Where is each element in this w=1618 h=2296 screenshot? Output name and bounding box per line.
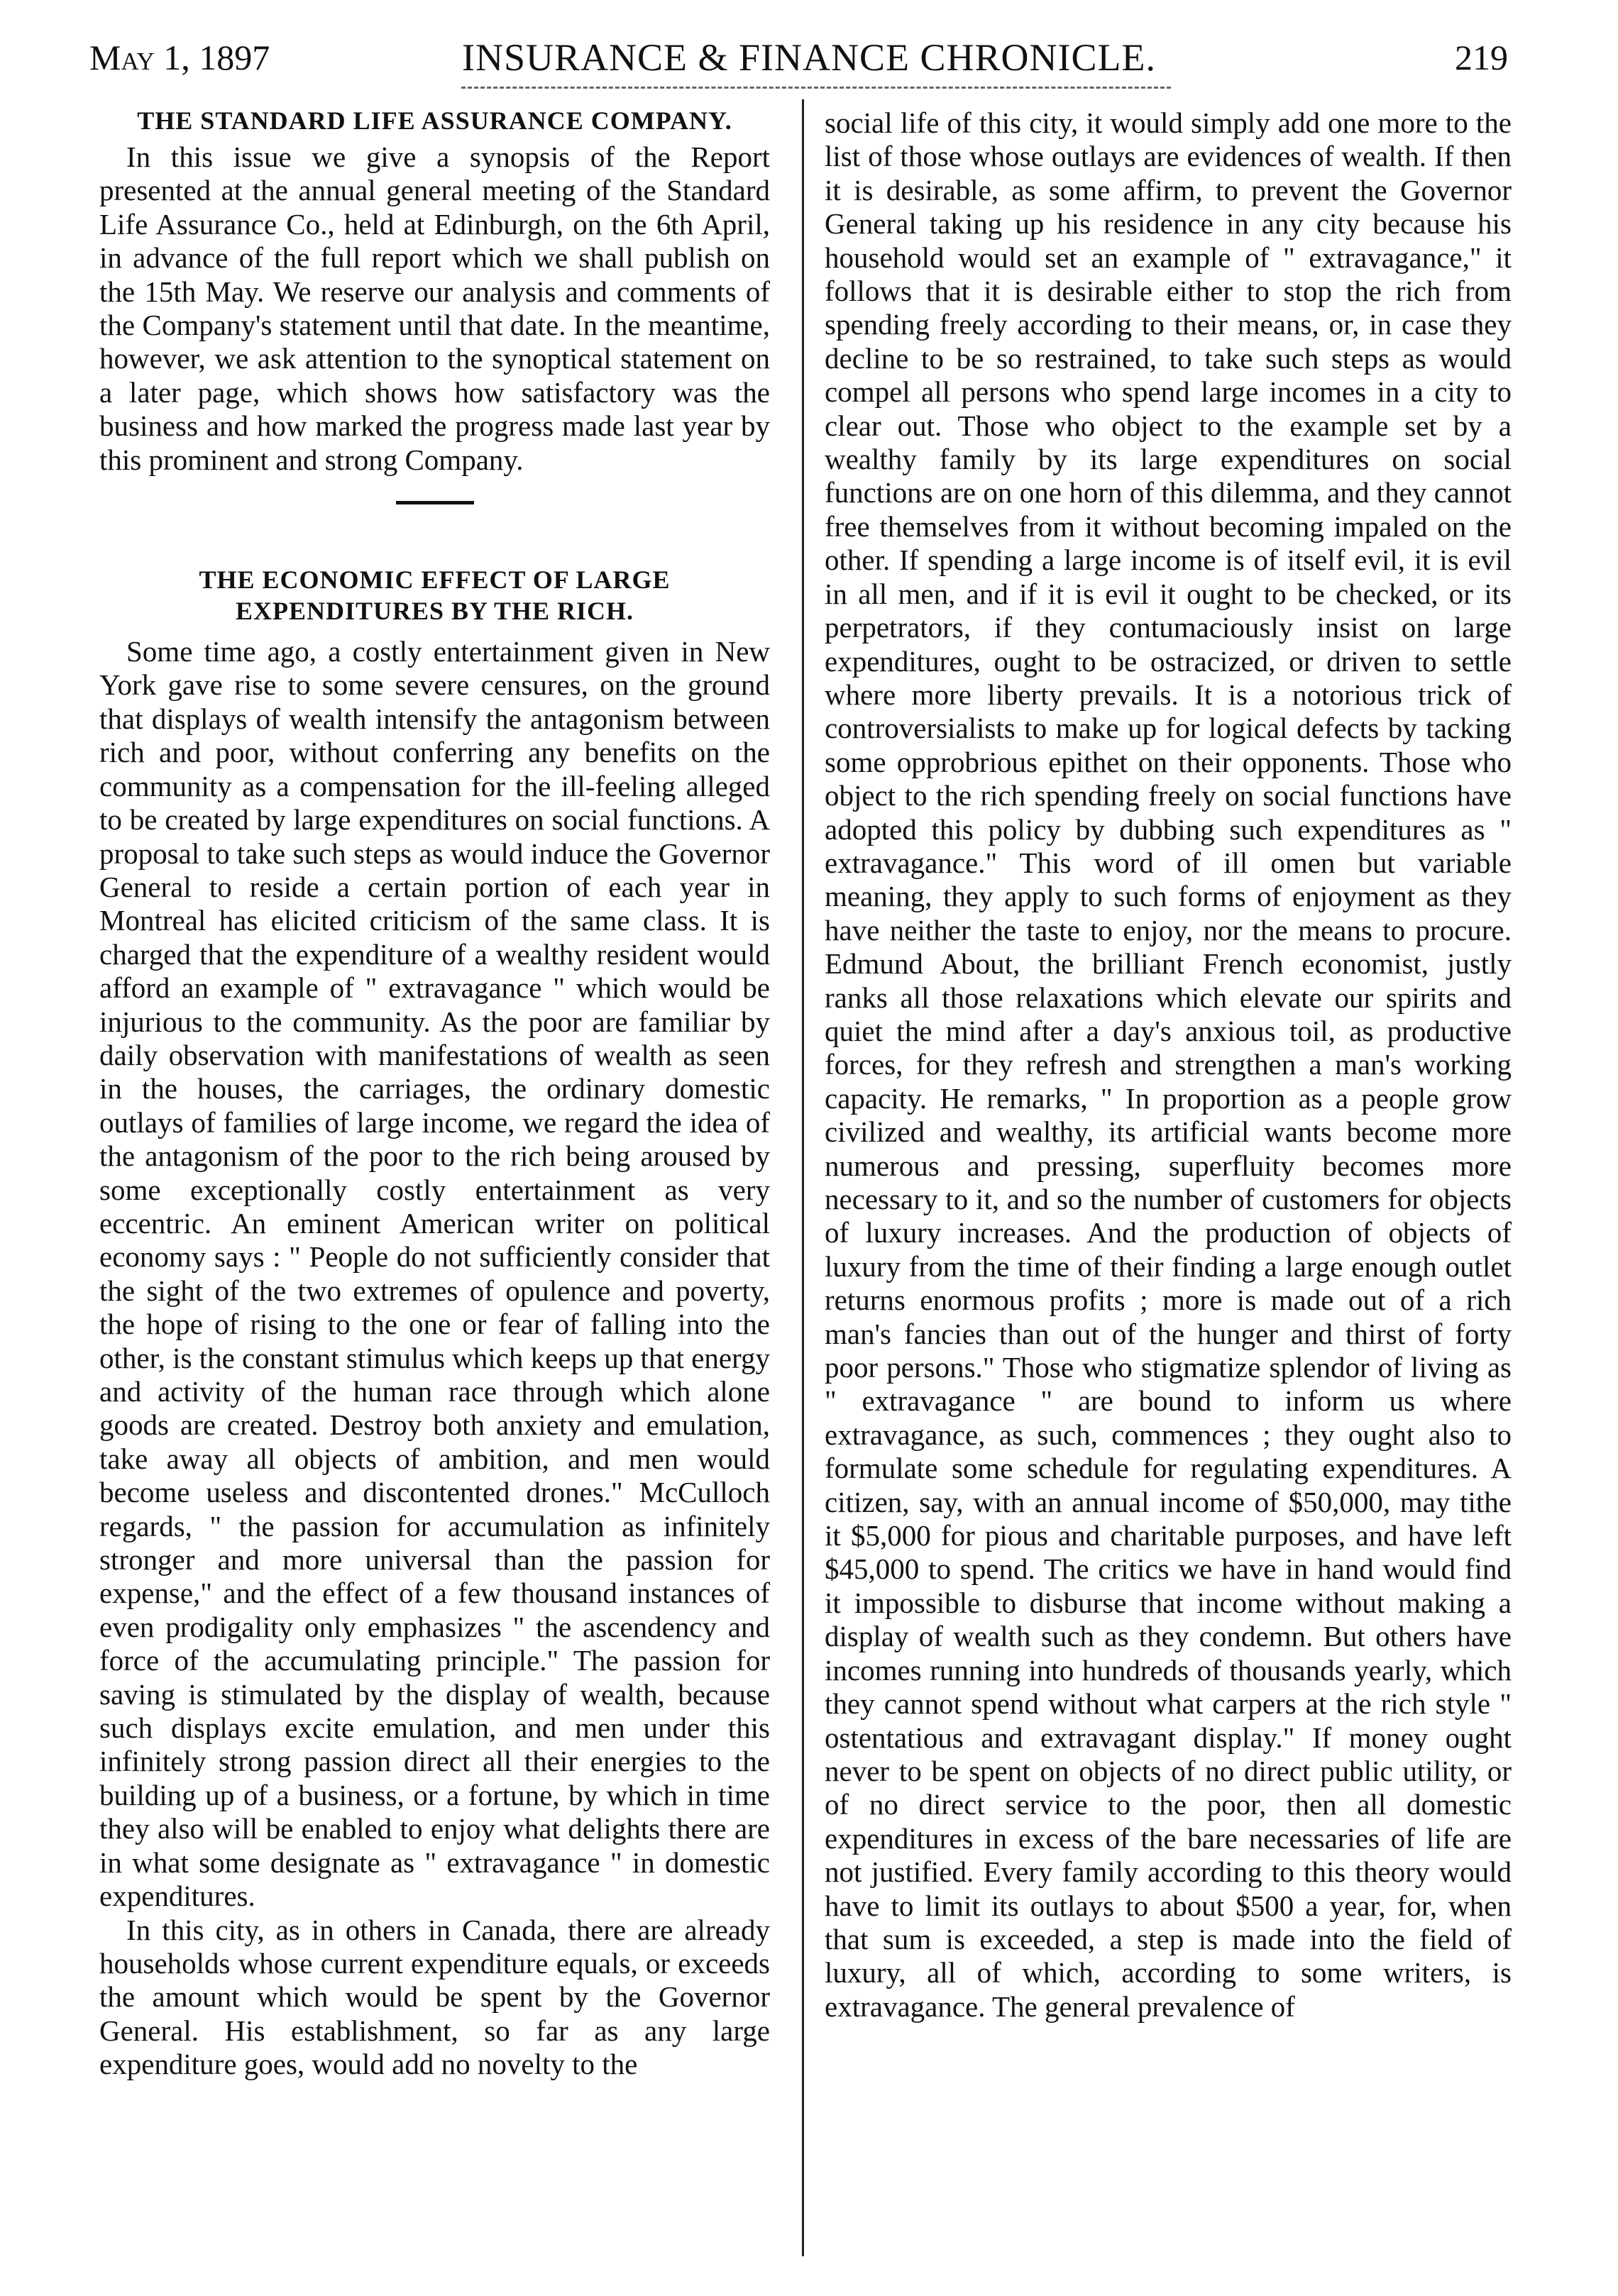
publication-title: INSURANCE & FINANCE CHRONICLE.	[461, 36, 1157, 79]
article-paragraph-2: In this city, as in others in Canada, there are already households whose current expenditure equals, or exceeds the amount which would be spent by the Governor General. His establishment, so far as any large expenditure goes, would add no novelty to the	[99, 1913, 770, 2081]
issue-date: May 1, 1897	[89, 38, 270, 77]
article-body-standard-life: In this issue we give a synopsis of the Report presented at the annual general meeting of the Standard Life Assurance Co., held at Edinburgh, on the 6th April, in advance of the full report which we shall publish on the 15th May. We reserve our analysis and comments of the Company's statement until that date. In the meantime, however, we ask attention to the synoptical statement on a later page, which shows how satisfactory was the business and how marked the progress made last year by this prominent and strong Company.	[99, 140, 770, 476]
header-rule	[461, 87, 1171, 89]
column-divider	[802, 99, 804, 2256]
left-column	[99, 105, 770, 2082]
article-heading-economic-effect-line2: EXPENDITURES BY THE RICH.	[235, 597, 634, 626]
article-paragraph-1: Some time ago, a costly entertainment given in New York gave rise to some severe censures, on the ground that displays of wealth intensify the antagonism between rich and poor, without conferring any benefits on the community as a compensation for the ill-feeling alleged to be created by large expenditures on social functions. A proposal to take such steps as would induce the Governor General to reside a certain portion of each year in Montreal has elicited criticism of the same class. It is charged that the expenditure of a wealthy resident would afford an example of " extravagance " which would be injurious to the community. As the poor are familiar by daily observation with manifestations of wealth as seen in the houses, the carriages, the ordinary domestic outlays of families of large income, we regard the idea of the antagonism of the poor to the rich being aroused by some exceptionally costly entertainment as very eccentric. An eminent American writer on political economy says : " People do not sufficiently consider that the sight of the two extremes of opulence and poverty, the hope of rising to the one or fear of falling into the other, is the constant stimulus which keeps up that energy and activity of the human race through which alone goods are created. Destroy both anxiety and emulation, take away all objects of ambition, and men would become useless and discontented drones." McCulloch regards, " the passion for accumulation as infinitely stronger and more universal than the passion for expense," and the effect of a few thousand instances of even prodigality only emphasizes " the ascendency and force of the accumulating principle." The passion for saving is stimulated by the display of wealth, because such displays excite emulation, and men under this infinitely strong passion direct all their energies to the building up of a business, or a fortune, by which in time they also will be enabled to enjoy what delights there are in what some designate as " extravagance " in domestic expenditures.	[99, 635, 770, 1913]
article-continuation: social life of this city, it would simply add one more to the list of those whose outlays are evidences of wealth. If then it is desirable, as some affirm, to prevent the Governor General taking up his residence in any city because his household would set an example of " extravagance," it follows that it is desirable either to stop the rich from spending freely according to their means, or, in case they decline to be so restrained, to take such steps as would compel all persons who spend large incomes in a city to clear out. Those who object to the example set by a wealthy family by its large expenditures on social functions are on one horn of this dilemma, and they cannot free themselves from it without becoming impaled on the other. If spending a large income is of itself evil, it is evil in all men, and if it is evil it ought to be checked, or its perpetrators, if they contumaciously insist on large expenditures, ought to be ostracized, or driven to settle where more liberty prevails. It is a notorious trick of controversialists to make up for logical defects by tacking some opprobrious epithet on their opponents. Those who object to the rich spending freely on social functions have adopted this policy by dubbing such expenditures as " extravagance." This word of ill omen but variable meaning, they apply to such forms of enjoyment as they have neither the taste to enjoy, nor the means to procure. Edmund About, the brilliant French economist, justly ranks all those relaxations which elevate our spirits and quiet the mind after a day's anxious toil, as productive forces, for they refresh and strengthen a man's working capacity. He remarks, " In proportion as a people grow civilized and wealthy, its artificial wants become more numerous and pressing, superfluity becomes more necessary to it, and so the number of customers for objects of luxury increases. And the production of objects of luxury from the time of their finding a large enough outlet returns enormous profits ; more is made out of a rich man's fancies than out of the hunger and thirst of forty poor persons." Those who stigmatize splendor of living as " extravagance " are bound to inform us where extravagance, as such, commences ; they ought also to formulate some schedule for regulating expenditures. A citizen, say, with an annual income of $50,000, may tithe it $5,000 for pious and charitable purposes, and have left $45,000 to spend. The critics we have in hand would find it impossible to disburse that income without making a display of wealth such as they condemn. But others have incomes running into hundreds of thousands yearly, which they cannot spend without what carpers at the rich style " ostentatious and extravagant display." If money ought never to be spent on objects of no direct public utility, or of no direct service to the poor, then all domestic expenditures in excess of the bare necessaries of life are not justified. Every family according to this theory would have to limit its outlays to about $500 a year, for, when that sum is exceeded, a step is made into the field of luxury, all of which, according to some writers, is extravagance. The general prevalence of	[825, 106, 1512, 2023]
article-heading-standard-life: THE STANDARD LIFE ASSURANCE COMPANY.	[137, 106, 732, 135]
section-divider	[396, 501, 474, 504]
article-heading-economic-effect-line1: THE ECONOMIC EFFECT OF LARGE	[199, 565, 671, 595]
right-column	[825, 106, 1512, 2024]
page-header	[0, 0, 1618, 85]
page-number: 219	[1455, 38, 1508, 77]
